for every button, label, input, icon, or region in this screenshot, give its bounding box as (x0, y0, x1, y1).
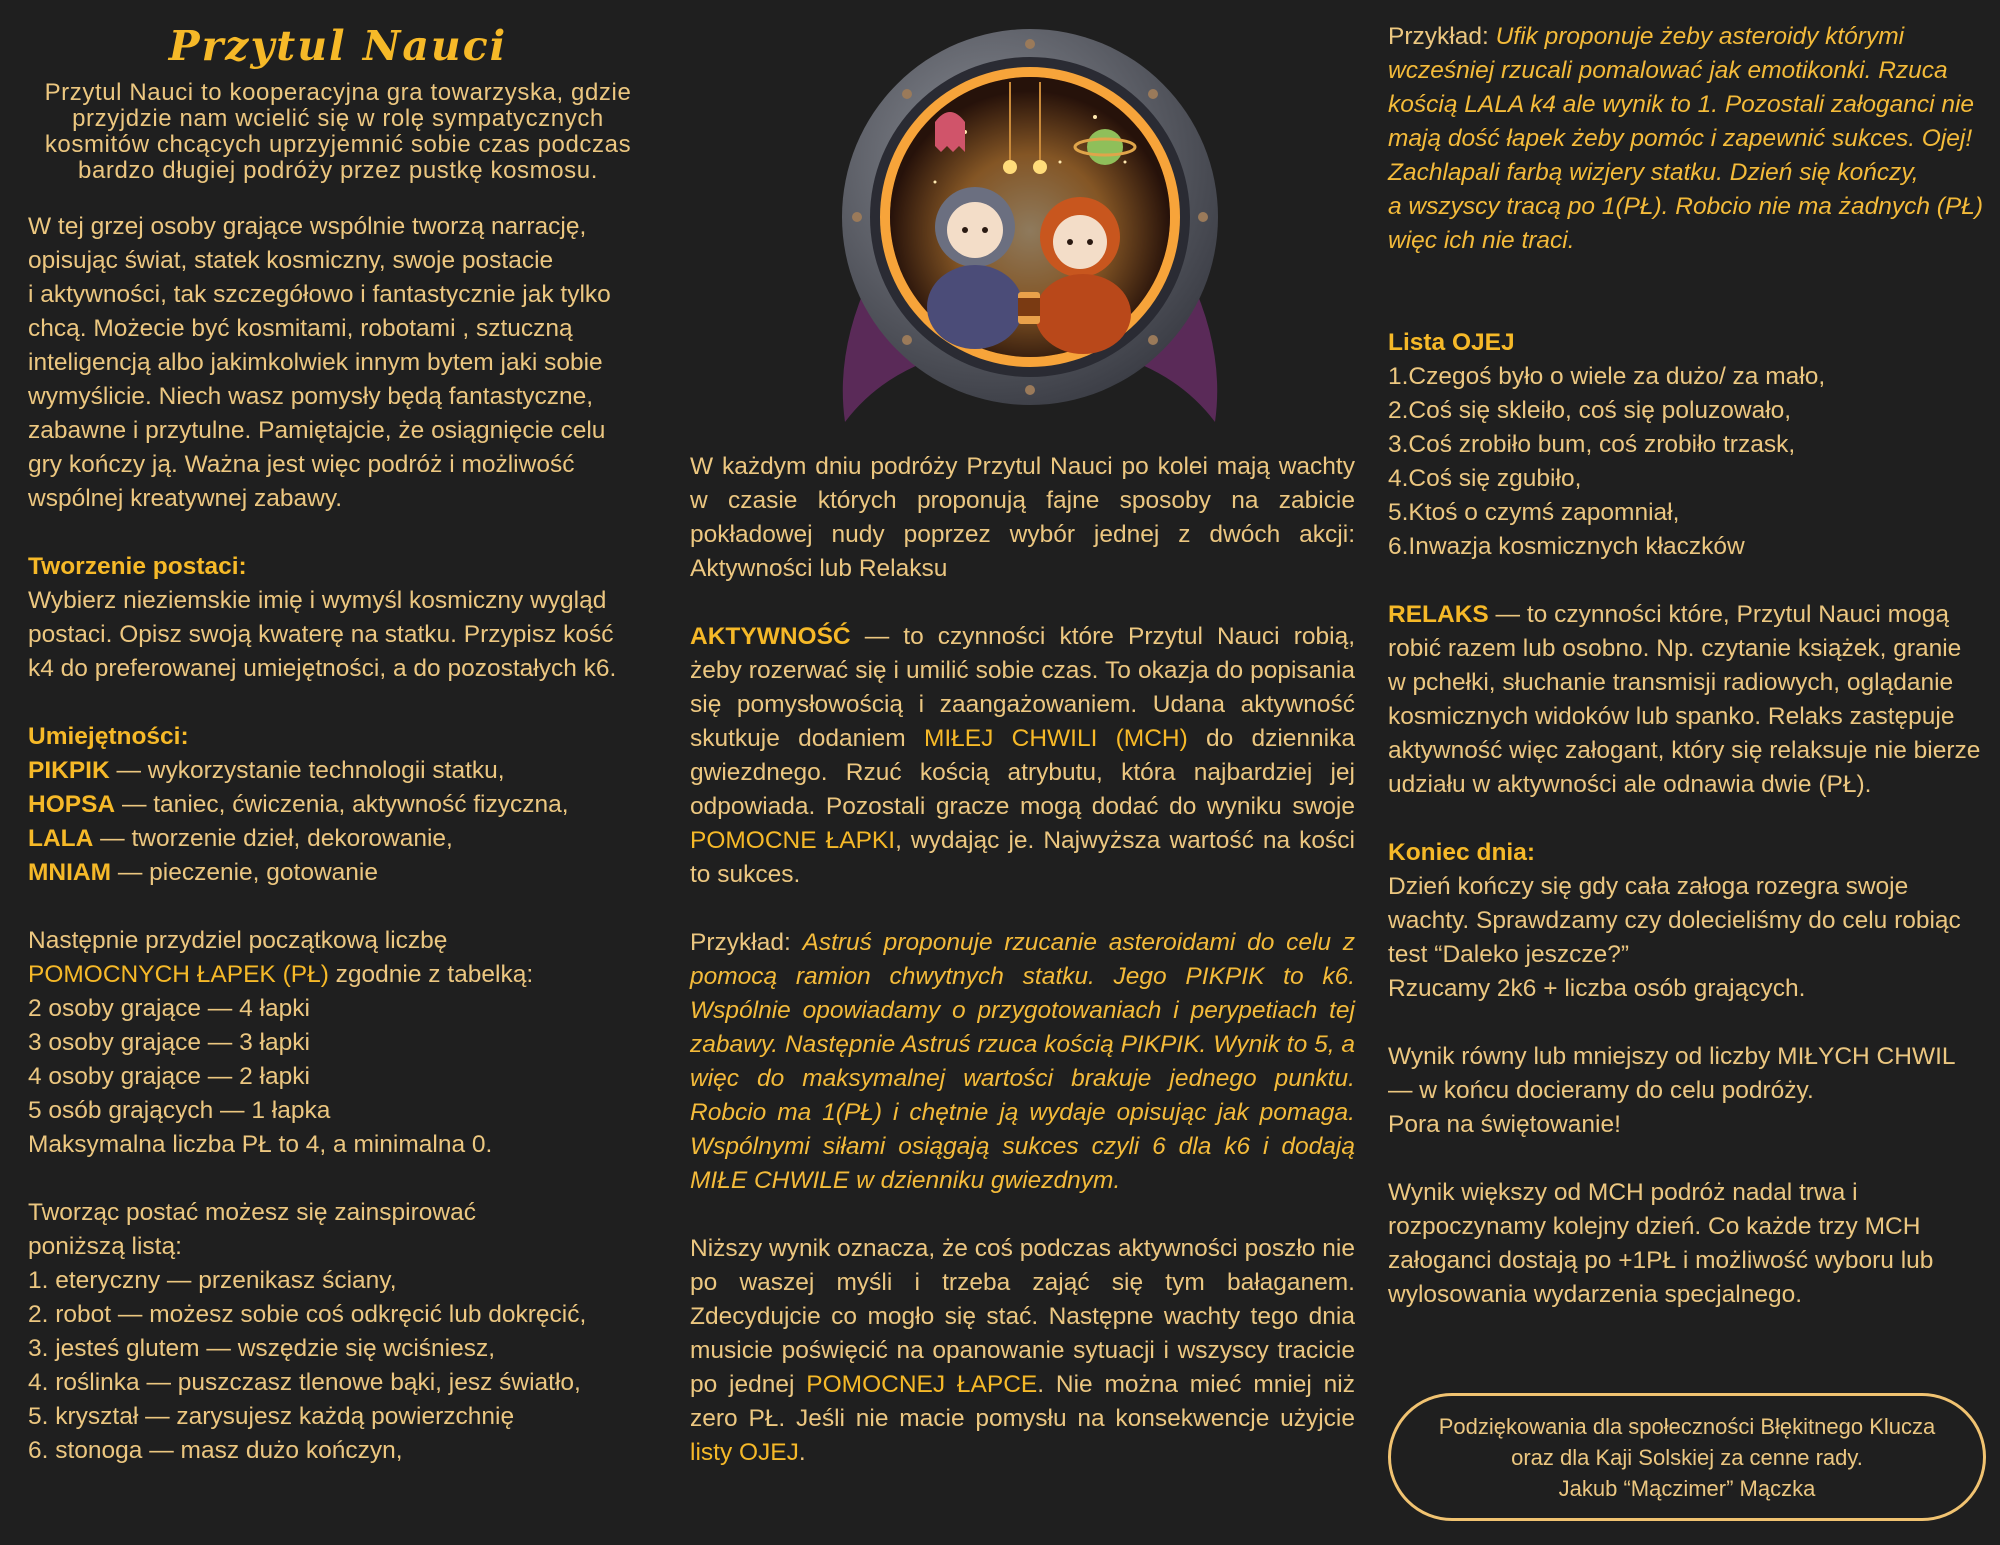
text-line: załoganci dostają po +1PŁ i możliwość wyboru lub (1388, 1247, 1934, 1274)
relax-line: kosmicznych widoków lub spanko. Relaks zastępuje (1388, 703, 1955, 730)
skill-item (28, 788, 648, 822)
description-paragraph (28, 210, 648, 516)
example-text: Astruś proponuje rzucanie asteroidami do celu z pomocą ramion chwytnych statku. Jego PIKPIK to k6. Wspólnie opowiadamy o przygotowaniach i perypetiach tej zabawy. Następnie Astruś rzuca kością PIKPIK. Wynik to 5, a więc do maksymalnej wartości brakuje jednego punktu. Robcio ma 1(PŁ) i chętnie ją wydaje opisując jak pomaga. Wspólnymi siłami osiągają sukces czyli 6 dla k6 i dodają MIŁE CHWILE w dzienniku gwiezdnym. (690, 929, 1356, 1194)
example-paragraph: Przykład: Astruś proponuje rzucanie asteroidami do celu z pomocą ramion chwytnych statku. Jego PIKPIK to k6. Wspólnie opowiadamy o przygotowaniach i perypetiach tej zabawy. Następnie Astruś rzuca kością PIKPIK. Wynik to 5, a więc do maksymalnej wartości brakuje jednego punktu. Robcio ma 1(PŁ) i chętnie ją wydaje opisując jak pomaga. Wspólnymi siłami osiągają sukces czyli 6 dla k6 i dodają MIŁE CHWILE w dzienniku gwiezdnym. (690, 929, 1356, 1194)
skill-name: LALA (28, 825, 94, 852)
paws-table-row: 2 osoby grające — 4 łapki (28, 995, 310, 1022)
example-line: wcześniej rzucali pomalować jak emotikonki. Rzuca (1388, 57, 1948, 84)
game-title: Przytul Nauci (168, 22, 508, 70)
inspire-item: 3. jesteś glutem — wszędzie się wciśniesz, (28, 1335, 496, 1362)
example-line: Przykład: Ufik proponuje żeby asteroidy którymi (1388, 23, 1905, 50)
example-line: mają dość łapek żeby pomóc i zapewnić sukces. Ojej! (1388, 125, 1973, 152)
activity-paragraph: AKTYWNOŚĆ — to czynności które Przytul Nauci robią, żeby rozerwać się i umilić sobie czas. To okazja do popisania się pomysłowością i zaangażowaniem. Udana aktywność skutkuje dodaniem MIŁEJ CHWILI (MCH) do dziennika gwiezdnego. Rzuć kością atrybutu, która najbardziej jej odpowiada. Pozostali gracze mogą dodać do wyniku swoje POMOCNE ŁAPKI, wydając je. Najwyższa wartość na kości to sukces. (690, 623, 1355, 888)
paws-table-row: 3 osoby grające — 3 łapki (28, 1029, 310, 1056)
ojej-item: 6.Inwazja kosmicznych kłaczków (1388, 533, 1745, 560)
day-intro-paragraph: W każdym dniu podróży Przytul Nauci po kolei mają wachty w czasie których proponują fajne sposoby na zabicie pokładowej nudy poprzez wybór jednej z dwóch akcji: Aktywności lub Relaksu (690, 453, 1355, 582)
text-line: Rzucamy 2k6 + liczba osób grających. (1388, 975, 1806, 1002)
inspire-item: 5. kryształ — zarysujesz każdą powierzchnię (28, 1403, 515, 1430)
text-line: wspólnej kreatywnej zabawy. (28, 485, 343, 512)
ojej-item: 4.Coś się zgubiło, (1388, 465, 1582, 492)
mch-term: MIŁEJ CHWILI (MCH) (923, 725, 1188, 752)
text-line: Wynik większy od MCH podróż nadal trwa i (1388, 1179, 1858, 1206)
skill-name: PIKPIK (28, 757, 110, 784)
skill-name: MNIAM (28, 859, 112, 886)
paws-term: POMOCNE ŁAPKI (690, 827, 896, 854)
left-column (28, 0, 648, 1468)
thanks-line: oraz dla Kaji Solskiej za cenne rady. (1511, 1444, 1863, 1470)
text-line: wylosowania wydarzenia specjalnego. (1388, 1281, 1803, 1308)
ojej-item: 2.Coś się skleiło, coś się poluzowało, (1388, 397, 1792, 424)
section-header-creation: Tworzenie postaci: (28, 553, 247, 580)
skill-desc: — tworzenie dzieł, dekorowanie, (93, 825, 453, 852)
planet (1087, 129, 1123, 165)
inspire-item: 6. stonoga — masz dużo kończyn, (28, 1437, 403, 1464)
relax-line: aktywność więc załogant, który się relaksuje nie bierze (1388, 737, 1981, 764)
paws-table-row: 4 osoby grające — 2 łapki (28, 1063, 310, 1090)
skill-desc: — wykorzystanie technologii statku, (109, 757, 505, 784)
example-line: Zachlapali farbą wizjery statku. Dzień się kończy, (1388, 159, 1919, 186)
middle-column (690, 450, 1355, 1470)
relax-line: w pchełki, słuchanie transmisji radiowych, oglądanie (1388, 669, 1954, 696)
relax-line: robić razem lub osobno. Np. czytanie książek, granie (1388, 635, 1962, 662)
paws-table-row: 5 osób grających — 1 łapka (28, 1097, 331, 1124)
section-header-skills: Umiejętności: (28, 723, 189, 750)
ojej-item: 3.Coś zrobiło bum, coś zrobiło trzask, (1388, 431, 1796, 458)
example-line: a wszyscy tracą po 1(PŁ). Robcio nie ma żadnych (PŁ) (1388, 193, 1984, 220)
text-line: k4 do preferowanej umiejętności, a do pozostałych k6. (28, 655, 617, 682)
text-line: Dzień kończy się gdy cała załoga rozegra swoje (1388, 873, 1909, 900)
text-line: wymyślicie. Niech wasz pomysły będą fantastyczne, (28, 383, 594, 410)
text-line: inteligencją albo jakimkolwiek innym bytem jaki sobie (28, 349, 603, 376)
text-line: i aktywności, tak szczegółowo i fantastycznie jak tylko (28, 281, 611, 308)
text-line: Wynik równy lub mniejszy od liczby MIŁYCH CHWIL (1388, 1043, 1956, 1070)
text-line: Następnie przydziel początkową liczbę (28, 927, 448, 954)
skill-item (28, 856, 648, 890)
paws-table-row: Maksymalna liczba PŁ to 4, a minimalna 0. (28, 1131, 493, 1158)
activity-term: AKTYWNOŚĆ (690, 623, 851, 650)
text-line: W tej grzej osoby grające wspólnie tworzą narrację, (28, 213, 587, 240)
text-line: POMOCNYCH ŁAPEK (PŁ) zgodnie z tabelką: (28, 961, 534, 988)
text-line: postaci. Opisz swoją kwaterę na statku. Przypisz kość (28, 621, 614, 648)
failure-paragraph: Niższy wynik oznacza, że coś podczas aktywności poszło nie po waszej myśli i trzeba zająć się tym bałaganem. Zdecydujcie co mogło się stać. Następne wachty tego dnia musicie poświęcić na opanowanie sytuacji i wszyscy tracicie po jednej POMOCNEJ ŁAPCE. Nie można mieć mniej niż zero PŁ. Jeśli nie macie pomysłu na konsekwencje użyjcie listy OJEJ. (690, 1235, 1355, 1466)
text-line: zabawne i przytulne. Pamiętajcie, że osiągnięcie celu (28, 417, 606, 444)
text-line: — w końcu docieramy do celu podróży. (1388, 1077, 1814, 1104)
section-header-end-of-day: Koniec dnia: (1388, 839, 1536, 866)
text-line: chcą. Możecie być kosmitami, robotami , sztuczną (28, 315, 573, 342)
text-line: opisując świat, statek kosmiczny, swoje postacie (28, 247, 554, 274)
acknowledgements-box (1388, 1393, 1986, 1521)
paws-term: POMOCNYCH ŁAPEK (PŁ) (28, 961, 329, 988)
text-line: Tworząc postać możesz się zainspirować (28, 1199, 476, 1226)
relax-line: udziału w aktywności ale odnawia dwie (PŁ). (1388, 771, 1872, 798)
author-credit: Jakub “Mączimer” Mączka (1558, 1475, 1816, 1501)
example-line: kością LALA k4 ale wynik to 1. Pozostali załoganci nie (1388, 91, 1975, 118)
porthole-astronauts-illustration (815, 22, 1245, 442)
thanks-line: Podziękowania dla społeczności Błękitnego Klucza (1438, 1413, 1936, 1439)
relax-line: RELAKS — to czynności które, Przytul Nauci mogą (1388, 601, 1949, 628)
text-line: wachty. Sprawdzamy czy dolecieliśmy do celu robiąc (1388, 907, 1961, 934)
text-line: gry kończy ją. Ważna jest więc podróż i możliwość (28, 451, 575, 478)
ojej-item: 1.Czegoś było o wiele za dużo/ za mało, (1388, 363, 1826, 390)
text-line: rozpoczynamy kolejny dzień. Co każde trzy MCH (1388, 1213, 1921, 1240)
relax-term: RELAKS (1388, 601, 1489, 628)
section-header-ojej: Lista OJEJ (1388, 329, 1515, 356)
paws-term: POMOCNEJ ŁAPCE (806, 1371, 1038, 1398)
example-line: więc ich nie traci. (1388, 227, 1575, 254)
inspire-item: 2. robot — możesz sobie coś odkręcić lub dokręcić, (28, 1301, 587, 1328)
text-line: test “Daleko jeszcze?” (1388, 941, 1630, 968)
ojej-list-link: listy OJEJ (690, 1439, 799, 1466)
skill-name: HOPSA (28, 791, 116, 818)
skill-desc: — taniec, ćwiczenia, aktywność fizyczna, (115, 791, 569, 818)
right-column (1388, 20, 2000, 1312)
ojej-item: 5.Ktoś o czymś zapomniał, (1388, 499, 1680, 526)
skill-desc: — pieczenie, gotowanie (111, 859, 378, 886)
text-line: Wybierz nieziemskie imię i wymyśl kosmiczny wygląd (28, 587, 607, 614)
text-line: Pora na świętowanie! (1388, 1111, 1621, 1138)
inspire-item: 4. roślinka — puszczasz tlenowe bąki, jesz światło, (28, 1369, 581, 1396)
skill-item (28, 754, 648, 788)
intro-paragraph: Przytul Nauci to kooperacyjna gra towarzyska, gdzie przyjdzie nam wcielić się w rolę sympatycznych kosmitów chcących uprzyjemnić sobie czas podczas bardzo długiej podróży przez pustkę kosmosu. (44, 79, 632, 184)
inspire-item: 1. eteryczny — przenikasz ściany, (28, 1267, 397, 1294)
skill-item (28, 822, 648, 856)
text-line: poniższą listą: (28, 1233, 182, 1260)
